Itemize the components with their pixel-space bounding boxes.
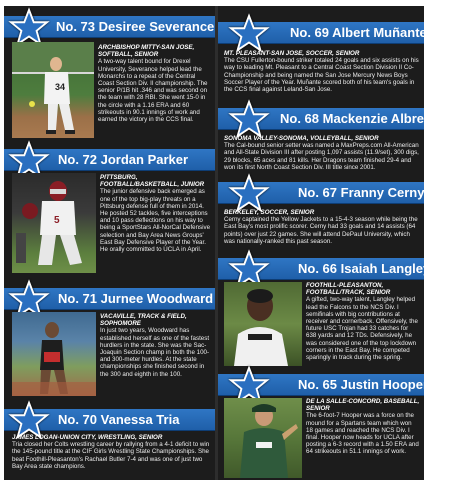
entry-header: ARCHBISHOP MITTY-SAN JOSE, SOFTBALL, SENIOR (98, 44, 195, 59)
entry-title: No. 68 Mackenzie Albrecht (280, 111, 444, 126)
entry-title: No. 72 Jordan Parker (58, 152, 189, 167)
entry-title: No. 70 Vanessa Tria (58, 412, 180, 427)
entry-bio (224, 209, 420, 245)
entry-bio (224, 135, 420, 171)
entry-68 (218, 102, 444, 176)
entry-body: In just two years, Woodward has established herself as one of the fastest hurdlers in the state. She was the Sac-Joaquin Section champ in both the 100- and 300-meter hurdles. At the state championships she finished second in the 300 and eighth in the 100. (100, 327, 210, 378)
entry-body: The Cal-bound senior setter was named a MaxPreps.com All-American and All-State Division III after posting 1,097 assists (11.9/set), 300 digs, 29 blocks, 65 aces and 81 kills. Her Dragons team finished 29-4 and won its first North Coast Section Div. III title since 2001. (224, 142, 419, 171)
star-icon (230, 174, 268, 212)
entry-71 (4, 282, 215, 400)
entry-header: PITTSBURG, FOOTBALL/BASKETBALL, JUNIOR (100, 174, 205, 189)
entry-body: The junior defensive back emerged as one of the top big-play threats on a Pittsburg defense full of them in 2014. He posted 52 tackles, five interceptions and 10 pass deflections on his way to being a SportStars All-NorCal Defensive selection and Bay Area News Groups' East Bay Defensive Player of the Year. He orally committed to UCLA in April. (100, 188, 211, 254)
jersey-number: 34 (55, 82, 66, 92)
entry-header: BERKELEY, SOCCER, SENIOR (224, 209, 315, 216)
entry-body: The CSU Fullerton-bound striker totaled 24 goals and six assists on his way to leading Mt. Pleasant to a Central Coast Section Division II Co-Championship and being named the San Jose Mercury News Boys Soccer Player of the Year. Muñante scored both of his team's goals in the CCS final against Leland-San Jose. (224, 57, 419, 94)
entry-70 (4, 404, 215, 480)
entry-73 (4, 6, 215, 139)
star-icon (230, 100, 268, 138)
entry-title: No. 73 Desiree Severance (56, 19, 215, 34)
entry-body: Cerny captained the Yellow Jackets to a 15-4-3 season while being the East Bay's most prolific scorer. Cerny had 33 goals and 14 assists (64 points) over just 22 games. She will attend DePaul University, which was nationally-ranked this past season. (224, 216, 418, 245)
entry-bio (306, 398, 420, 456)
star-icon (10, 8, 48, 46)
entry-title: No. 71 Jurnee Woodward (58, 291, 214, 306)
entry-69 (218, 6, 427, 102)
entry-header: VACAVILLE, TRACK & FIELD, SOPHOMORE (100, 313, 187, 328)
star-icon (230, 14, 268, 52)
athlete-photo (224, 282, 302, 366)
athlete-photo (12, 173, 96, 273)
entry-bio (12, 434, 212, 470)
athlete-photo (12, 312, 96, 396)
entry-title: No. 67 Franny Cerny (298, 185, 425, 200)
entry-body: Tria closed her Colts wrestling career by rallying from a 4-1 deficit to win the 145-pound title at the CIF Girls Wrestling State Championships. She beat Foothill-Pleasanton's Rachael Butler 7-4 and was one of just two Bay Area state champions. (12, 441, 210, 470)
entry-header: DE LA SALLE-CONCORD, BASEBALL, SENIOR (306, 398, 420, 413)
entry-header: JAMES LOGAN-UNION CITY, WRESTLING, SENIOR (12, 434, 163, 441)
entry-67 (218, 176, 424, 250)
entry-body: A two-way talent bound for Drexel University, Severance helped lead the Monarchs to a repeat of the Central Coast Section Div. II championship. The senior P/1B hit .346 and was second on the team with 28 RBI. She went 15-0 in the circle with a 1.16 ERA and 60 strikeouts in 90.1 innings of work and earned the victory in the CCS final. (98, 58, 208, 124)
entry-bio (100, 174, 213, 253)
athlete-photo (12, 42, 94, 138)
entry-bio (100, 313, 213, 378)
entry-header: FOOTHILL-PLEASANTON, FOOTBALL/TRACK, SENIOR (306, 282, 391, 297)
entry-bio (306, 282, 420, 361)
entry-65 (218, 368, 429, 480)
entry-bio (98, 44, 212, 123)
entry-66 (218, 250, 431, 368)
rankings-page (4, 6, 444, 480)
entry-body: The 6-foot-7 Hooper was a force on the mound for a Spartans team which won 18 games and reached the NCS Div. I final. Hooper now heads for UCLA after posting a 6-3 record with a 1.50 ERA and 64 strikeouts in 51.1 innings of work. (306, 412, 419, 456)
entry-title: No. 69 Albert Muñante (290, 25, 427, 40)
entry-header: MT. PLEASANT-SAN JOSE, SOCCER, SENIOR (224, 50, 360, 57)
jersey-number: 5 (54, 215, 60, 226)
entry-72 (4, 143, 215, 278)
entry-body: A gifted, two-way talent, Langley helped lead the Falcons to the NCS Div. I semifinals with big contributions at receiver and cornerback. Offensively, the future USC Trojan had 33 catches for 638 yards and 12 TDs. Defensively, he was considered one of the top lockdown corners in the East Bay. He competed sparingly in track during the spring. (306, 296, 418, 362)
entry-header: SONOMA VALLEY-SONOMA, VOLLEYBALL, SENIOR (224, 135, 379, 142)
entry-title: No. 66 Isaiah Langley (298, 261, 431, 276)
athlete-photo (224, 398, 302, 478)
entry-title: No. 65 Justin Hooper (298, 377, 429, 392)
entry-bio (224, 50, 420, 93)
